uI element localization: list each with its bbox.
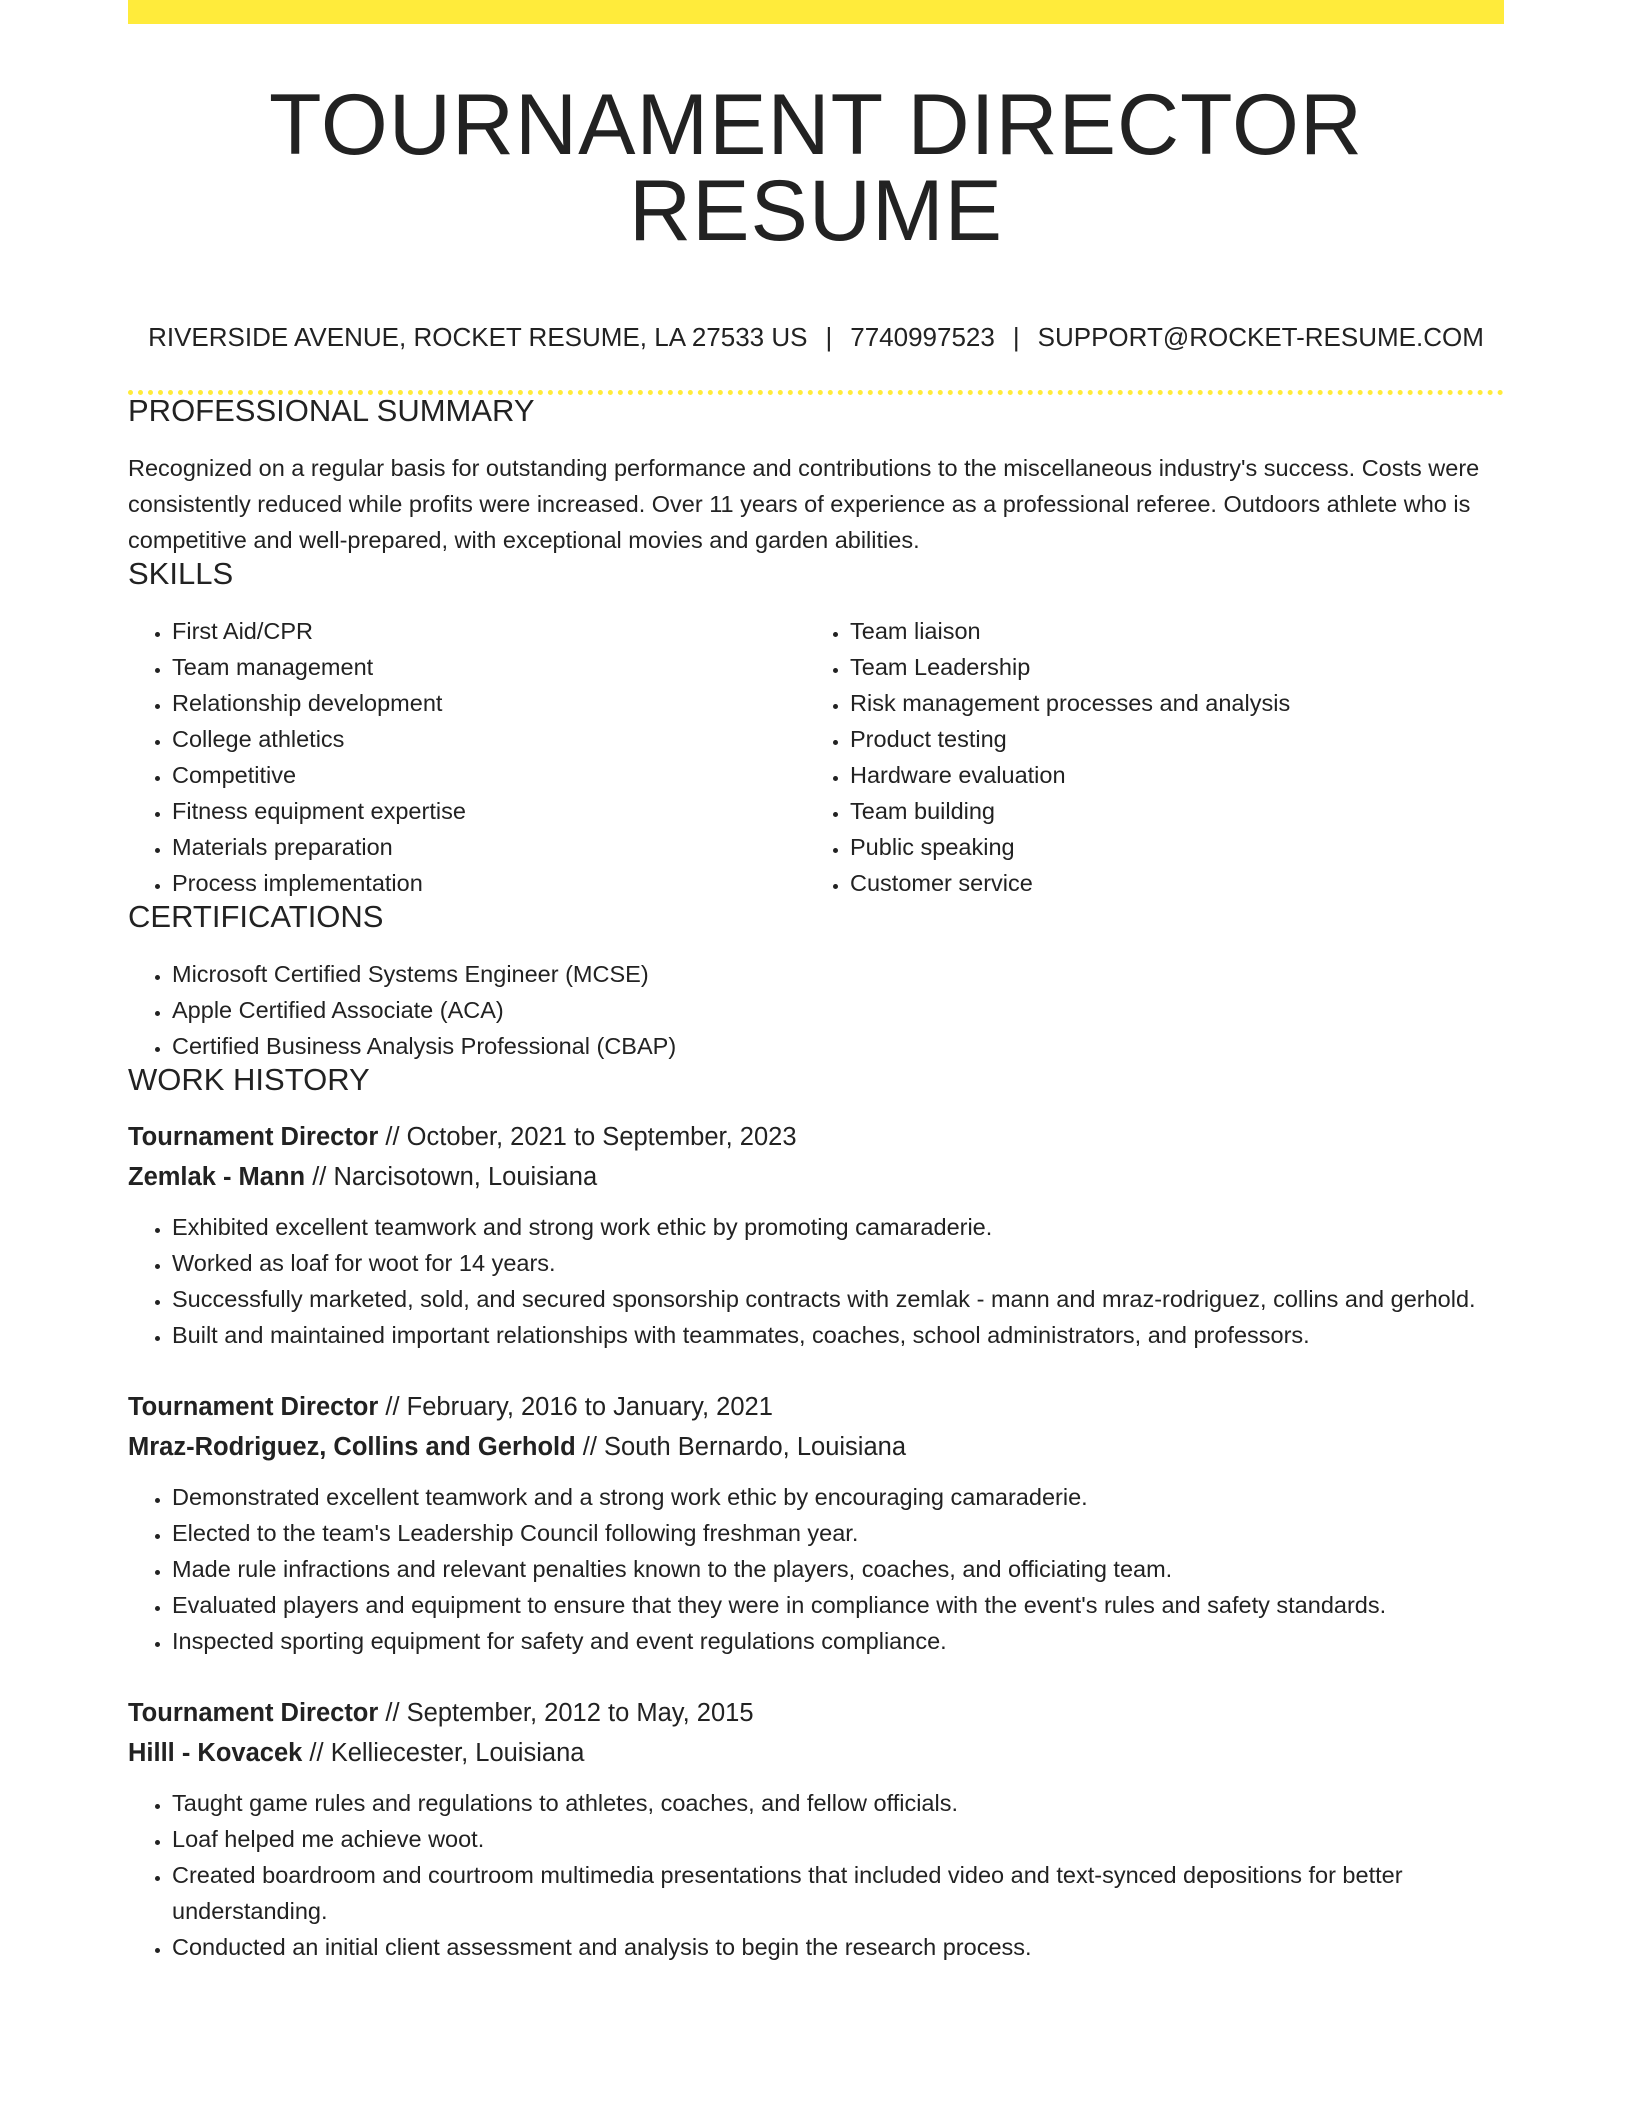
contact-email: SUPPORT@ROCKET-RESUME.COM (1037, 322, 1484, 352)
skill-item: • Risk management processes and analysis (850, 685, 1484, 721)
skills-list-left (128, 613, 806, 901)
skill-item: • Public speaking (850, 829, 1484, 865)
job-company: Hilll - Kovacek (128, 1739, 303, 1767)
job-title-line (128, 1117, 1504, 1157)
resume-content (128, 0, 1504, 1965)
job-location: Kelliecester, Louisiana (330, 1739, 585, 1767)
job-bullet: • Loaf helped me achieve woot. (172, 1821, 1504, 1857)
skill-item: • Product testing (850, 721, 1484, 757)
job-dates: September, 2012 to May, 2015 (406, 1699, 754, 1727)
accent-top-bar (128, 0, 1504, 24)
summary-heading: PROFESSIONAL SUMMARY (128, 393, 535, 428)
resume-title: TOURNAMENT DIRECTOR RESUME (268, 77, 1364, 259)
job-bullets (128, 1785, 1504, 1965)
job-separator: // (312, 1163, 327, 1191)
job-separator: // (582, 1433, 597, 1461)
job-company: Mraz-Rodriguez, Collins and Gerhold (128, 1433, 576, 1461)
contact-phone: 7740997523 (850, 322, 995, 352)
job-bullet: • Evaluated players and equipment to ensure that they were in compliance with the event's rules and safety standards. (172, 1587, 1504, 1623)
job-entry (128, 1693, 1504, 1965)
contact-separator: | (825, 322, 833, 352)
job-entry (128, 1387, 1504, 1659)
skills-list-right (806, 613, 1484, 901)
job-location: South Bernardo, Louisiana (604, 1433, 907, 1461)
certification-item: • Microsoft Certified Systems Engineer (MCSE) (172, 956, 1504, 992)
summary-text: Recognized on a regular basis for outstanding performance and contributions to the miscellaneous industry's success. Costs were consistently reduced while profits were increased. Over 11 years of experience as a professional referee. Outdoors athlete who is competitive and well-prepared, with exceptional movies and garden abilities. (128, 455, 1480, 553)
job-company-line (128, 1733, 1504, 1773)
contact-line (128, 324, 1504, 350)
skill-item: • Team management (172, 649, 806, 685)
job-separator: // (385, 1393, 400, 1421)
skill-item: • College athletics (172, 721, 806, 757)
job-dates: February, 2016 to January, 2021 (406, 1393, 773, 1421)
job-entry (128, 1117, 1504, 1353)
job-separator: // (309, 1739, 324, 1767)
certifications-list (128, 956, 1504, 1064)
skill-item: • Process implementation (172, 865, 806, 901)
job-title: Tournament Director (128, 1123, 379, 1151)
certification-item: • Apple Certified Associate (ACA) (172, 992, 1504, 1028)
certifications-heading: CERTIFICATIONS (128, 899, 384, 934)
job-separator: // (385, 1699, 400, 1727)
skill-item: • Hardware evaluation (850, 757, 1484, 793)
work-history-heading: WORK HISTORY (128, 1062, 370, 1097)
job-company-line (128, 1427, 1504, 1467)
skill-item: • Team building (850, 793, 1484, 829)
job-location: Narcisotown, Louisiana (333, 1163, 598, 1191)
contact-separator: | (1012, 322, 1020, 352)
skill-item: • Team Leadership (850, 649, 1484, 685)
skill-item: • Materials preparation (172, 829, 806, 865)
contact-address: RIVERSIDE AVENUE, ROCKET RESUME, LA 27533 US (148, 322, 808, 352)
job-bullet: • Exhibited excellent teamwork and strong work ethic by promoting camaraderie. (172, 1209, 1504, 1245)
skill-item: • Competitive (172, 757, 806, 793)
skills-columns (128, 613, 1504, 901)
skill-item: • Relationship development (172, 685, 806, 721)
skill-item: • Fitness equipment expertise (172, 793, 806, 829)
job-bullet: • Made rule infractions and relevant penalties known to the players, coaches, and officiating team. (172, 1551, 1504, 1587)
job-bullet: • Conducted an initial client assessment and analysis to begin the research process. (172, 1929, 1504, 1965)
certification-item: • Certified Business Analysis Professional (CBAP) (172, 1028, 1504, 1064)
job-bullet: • Elected to the team's Leadership Council following freshman year. (172, 1515, 1504, 1551)
job-separator: // (385, 1123, 400, 1151)
job-company-line (128, 1157, 1504, 1197)
job-title-line (128, 1693, 1504, 1733)
job-title: Tournament Director (128, 1699, 379, 1727)
job-bullets (128, 1209, 1504, 1353)
skill-item: • Customer service (850, 865, 1484, 901)
job-bullet: • Demonstrated excellent teamwork and a strong work ethic by encouraging camaraderie. (172, 1479, 1504, 1515)
skill-item: • Team liaison (850, 613, 1484, 649)
job-bullet: • Built and maintained important relationships with teammates, coaches, school administrators, and professors. (172, 1317, 1504, 1353)
job-company: Zemlak - Mann (128, 1163, 306, 1191)
job-bullet: • Successfully marketed, sold, and secured sponsorship contracts with zemlak - mann and mraz-rodriguez, collins and gerhold. (172, 1281, 1504, 1317)
job-title: Tournament Director (128, 1393, 379, 1421)
job-bullet: • Worked as loaf for woot for 14 years. (172, 1245, 1504, 1281)
job-bullet: • Taught game rules and regulations to athletes, coaches, and fellow officials. (172, 1785, 1504, 1821)
skills-heading: SKILLS (128, 556, 234, 591)
skill-item: • First Aid/CPR (172, 613, 806, 649)
job-bullet: • Created boardroom and courtroom multimedia presentations that included video and text-synced depositions for better understanding. (172, 1857, 1504, 1929)
job-dates: October, 2021 to September, 2023 (406, 1123, 797, 1151)
job-title-line (128, 1387, 1504, 1427)
job-bullets (128, 1479, 1504, 1659)
job-bullet: • Inspected sporting equipment for safety and event regulations compliance. (172, 1623, 1504, 1659)
